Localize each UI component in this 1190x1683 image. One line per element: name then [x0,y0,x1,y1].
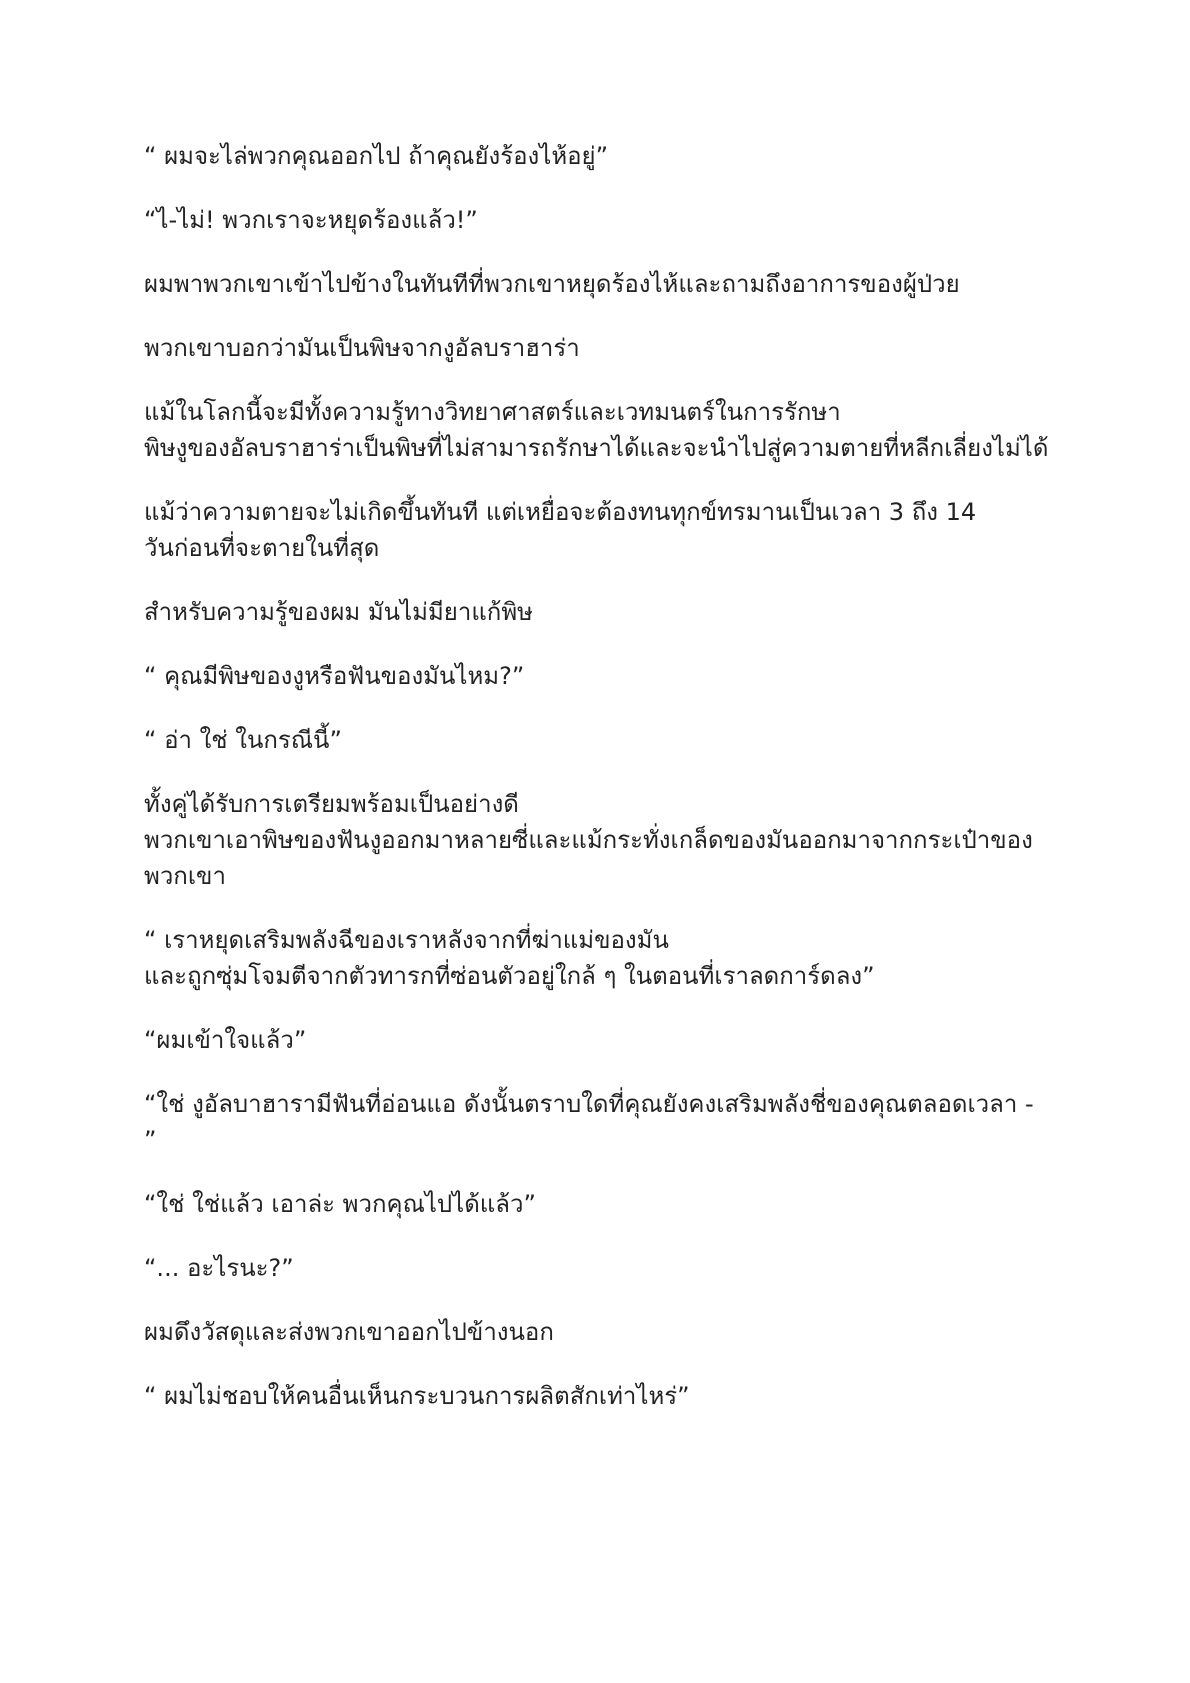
text-line: “... อะไรนะ?” [144,1254,294,1282]
text-line: “ใช่ งูอัลบาฮารามีฟันที่อ่อนแอ ดังนั้นตราบใดที่คุณยังคงเสริมพลังชี่ของคุณตลอดเวลา - [144,1090,1034,1118]
paragraph [144,138,1064,174]
text-line: พวกเขาเอาพิษของฟันงูออกมาหลายซี่และแม้กระทั่งเกล็ดของมันออกมาจากกระเป๋าของ [144,826,1033,854]
paragraph [144,1314,1064,1350]
text-line: “ ผมจะไล่พวกคุณออกไป ถ้าคุณยังร้องไห้อยู่” [144,142,609,170]
paragraph [144,786,1064,894]
text-line: “ ผมไม่ชอบให้คนอื่นเห็นกระบวนการผลิตสักเท่าไหร่” [144,1382,690,1410]
text-line: พวกเขา [144,862,226,890]
document-body [144,138,1064,1442]
paragraph [144,594,1064,630]
paragraph [144,658,1064,694]
text-line: “ คุณมีพิษของงูหรือฟันของมันไหม?” [144,662,525,690]
text-line: สำหรับความรู้ของผม มันไม่มียาแก้พิษ [144,598,533,626]
text-line: “ผมเข้าใจแล้ว” [144,1026,307,1054]
text-line: แม้ว่าความตายจะไม่เกิดขึ้นทันที แต่เหยื่อจะต้องทนทุกข์ทรมานเป็นเวลา 3 ถึง 14 [144,498,977,526]
text-line: “ไ-ไม่! พวกเราจะหยุดร้องแล้ว!” [144,206,478,234]
paragraph [144,922,1064,994]
text-line: พวกเขาบอกว่ามันเป็นพิษจากงูอัลบราฮาร่า [144,334,580,362]
text-line: พิษงูของอัลบราฮาร่าเป็นพิษที่ไม่สามารถรักษาได้และจะนำไปสู่ความตายที่หลีกเลี่ยงไม่ได้ [144,434,1049,462]
paragraph [144,1250,1064,1286]
paragraph [144,1186,1064,1222]
paragraph [144,202,1064,238]
text-line: และถูกซุ่มโจมตีจากตัวทารกที่ซ่อนตัวอยู่ใกล้ ๆ ในตอนที่เราลดการ์ดลง” [144,962,875,990]
paragraph [144,494,1064,566]
text-line: “ อ่า ใช่ ในกรณีนี้” [144,726,342,754]
text-line: แม้ในโลกนี้จะมีทั้งความรู้ทางวิทยาศาสตร์และเวทมนตร์ในการรักษา [144,398,841,426]
text-line: ผมดึงวัสดุและส่งพวกเขาออกไปข้างนอก [144,1318,554,1346]
text-line: “ เราหยุดเสริมพลังฉีของเราหลังจากที่ฆ่าแม่ของมัน [144,926,669,954]
text-line: ” [144,1126,157,1154]
paragraph [144,394,1064,466]
paragraph [144,266,1064,302]
text-line: ทั้งคู่ได้รับการเตรียมพร้อมเป็นอย่างดี [144,790,519,818]
paragraph [144,1086,1064,1158]
paragraph [144,330,1064,366]
text-line: วันก่อนที่จะตายในที่สุด [144,534,380,562]
paragraph [144,722,1064,758]
text-line: ผมพาพวกเขาเข้าไปข้างในทันทีที่พวกเขาหยุดร้องไห้และถามถึงอาการของผู้ป่วย [144,270,960,298]
text-line: “ใช่ ใช่แล้ว เอาล่ะ พวกคุณไปได้แล้ว” [144,1190,536,1218]
paragraph [144,1378,1064,1414]
paragraph [144,1022,1064,1058]
